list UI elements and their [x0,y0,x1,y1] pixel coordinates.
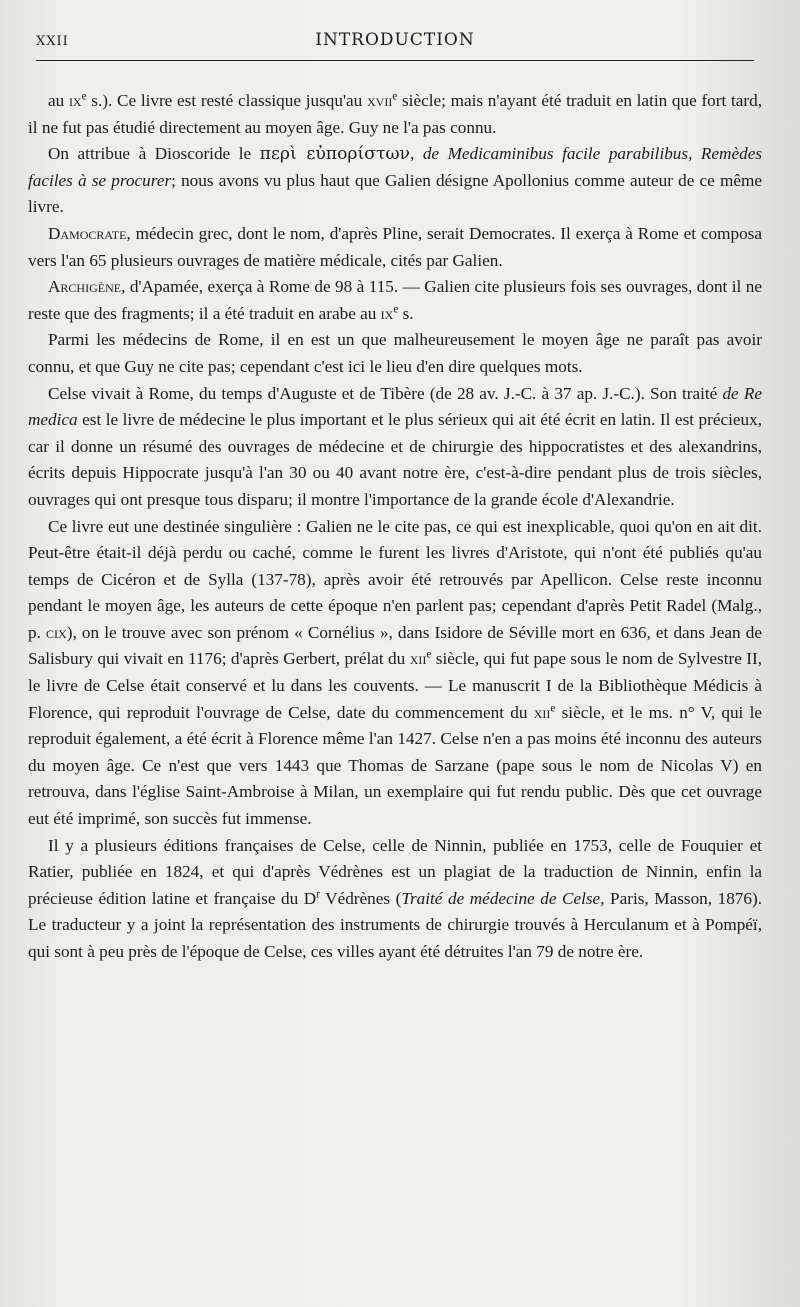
page-header [36,28,754,61]
italic-text: Traité de médecine de Celse [401,888,601,908]
text-run: Il y a plusieurs éditions françaises de Celse, celle de Ninnin, publiée en 1753, celle de Fouquier et Ratier, publiée en 1824, et qui d'après Védrènes est un plagiat de la traduction de Ninnin, enfin la précieuse édition latine et française du D [28,835,762,908]
text-run: ), on le trouve avec son prénom « Cornélius », dans Isidore de Séville mort en 636, et dans Jean de Salisbury qui vivait en 1176; d'après Gerbert, prélat du [28,622,763,669]
superscript: e [392,90,398,103]
paragraph [28,274,762,327]
text-run: ix [68,91,82,110]
paragraph [28,327,762,380]
italic-text: de Medicaminibus facile parabilibus, Remèdes faciles à se procurer [28,144,763,190]
text-run: Parmi les médecins de Rome, il en est un que malheureusement le moyen âge ne paraît pas avoir connu, et que Guy ne cite pas; cependant c'est ici le lieu d'en dire quelques mots. [28,330,762,376]
running-title: INTRODUCTION [315,30,475,50]
text-run: siècle, et le ms. n° V, qui le reproduit également, a été écrit à Florence même l'an 1427. Celse n'en a pas moins été inconnu des auteurs du moyen âge. Ce n'est que vers 1443 que Thomas de Sarzane (pape sous le nom de Nicolas V) en retrouva, dans l'église Saint-Ambroise à Milan, un exemplaire qui fut rendu public. Dès que cet ouvrage eut été imprimé, son succès fut immense. [28,702,762,829]
text-run: est le livre de médecine le plus important et le plus sérieux qui ait été écrit en latin. Il est précieux, car il donne un résumé des ouvrages de médecine et de chirurgie des hippocratistes et des alexandrins, écrits depuis Hippocrate jusqu'à l'an 30 ou 40 avant notre ère, c'est-à-dire pendant plus de trois siècles, ouvrages qui ont presque tous disparu; il montre l'importance de la grande école d'Alexandrie. [28,410,762,509]
paragraph [28,141,762,221]
paragraph [28,833,762,966]
text-run: , médecin grec, dont le nom, d'après Pline, serait Democrates. Il exerça à Rome et composa vers l'an 65 plusieurs ouvrages de matière médicale, cités par Galien. [28,223,762,270]
text-run: , [409,144,423,164]
superscript: e [426,648,432,661]
text-run: Ce livre eut une destinée singulière : Galien ne le cite pas, ce qui est inexplicable, quoi qu'on en ait dit. Peut-être était-il déjà perdu ou caché, comme le furent les livres d'Aristote, qui n'ont été publiés qu'au temps de Cicéron et de Sylla (137-78), après avoir été retrouvés par Apellicon. Celse reste inconnu pendant le moyen âge, les auteurs de cette époque n'en parlent pas; cependant d'après Petit Radel (Malg., p. [28,516,762,642]
paragraph [28,381,762,514]
text-run: ; nous avons vu plus haut que Galien désigne Apollonius comme auteur de ce même livre. [28,170,762,217]
text-run: cix [46,622,67,642]
text-run: xii [409,649,427,669]
text-run: au [48,91,69,110]
paragraph [28,514,762,833]
text-run: xvii [366,91,393,110]
text-run: , Paris, Masson, 1876). Le traducteur y a joint la représentation des instruments de chirurgie trouvés à Herculanum et à Pompéï, qui sont à peu près de l'époque de Celse, ces villes ayant été détruites l'an 79 de notre ère. [28,888,763,961]
text-run: Celse vivait à Rome, du temps d'Auguste et de Tibère (de 28 av. J.-C. à 37 ap. J.-C.). Son traité [48,383,723,403]
text-run: siècle, qui fut pape sous le nom de Sylvestre II, le livre de Celse était conservé et lu dans les couvents. — Le manuscrit I de la Bibliothèque Médicis à Florence, qui reproduit l'ouvrage de Celse, date du commencement du [28,649,762,722]
text-run: περὶ εὐπορίστων [259,144,410,165]
text-run: , d'Apamée, exerça à Rome de 98 à 115. — Galien cite plusieurs fois ses ouvrages, dont il ne reste que des fragments; il a été traduit en arabe au [28,277,762,323]
paragraph [28,88,762,141]
text-run: Archigène [48,277,122,297]
superscript: e [81,90,87,103]
body-text [28,88,762,966]
italic-text: de Re medica [28,383,762,430]
paragraph [28,221,762,274]
text-run: siècle; mais n'ayant été traduit en latin que fort tard, il ne fut pas étudié directement au moyen âge. Guy ne l'a pas connu. [28,91,762,137]
text-run: ix [380,303,394,323]
page-number: XXII [36,34,69,49]
superscript: r [316,888,320,901]
text-run: Damocrate [48,223,127,243]
text-run: On attribue à Dioscoride le [48,144,260,164]
superscript: e [393,303,399,316]
text-run: xii [533,702,551,722]
text-run: s. [398,303,414,323]
superscript: e [550,701,556,714]
text-run: Védrènes ( [319,888,402,908]
text-run: s.). Ce livre est resté classique jusqu'au [86,91,367,110]
